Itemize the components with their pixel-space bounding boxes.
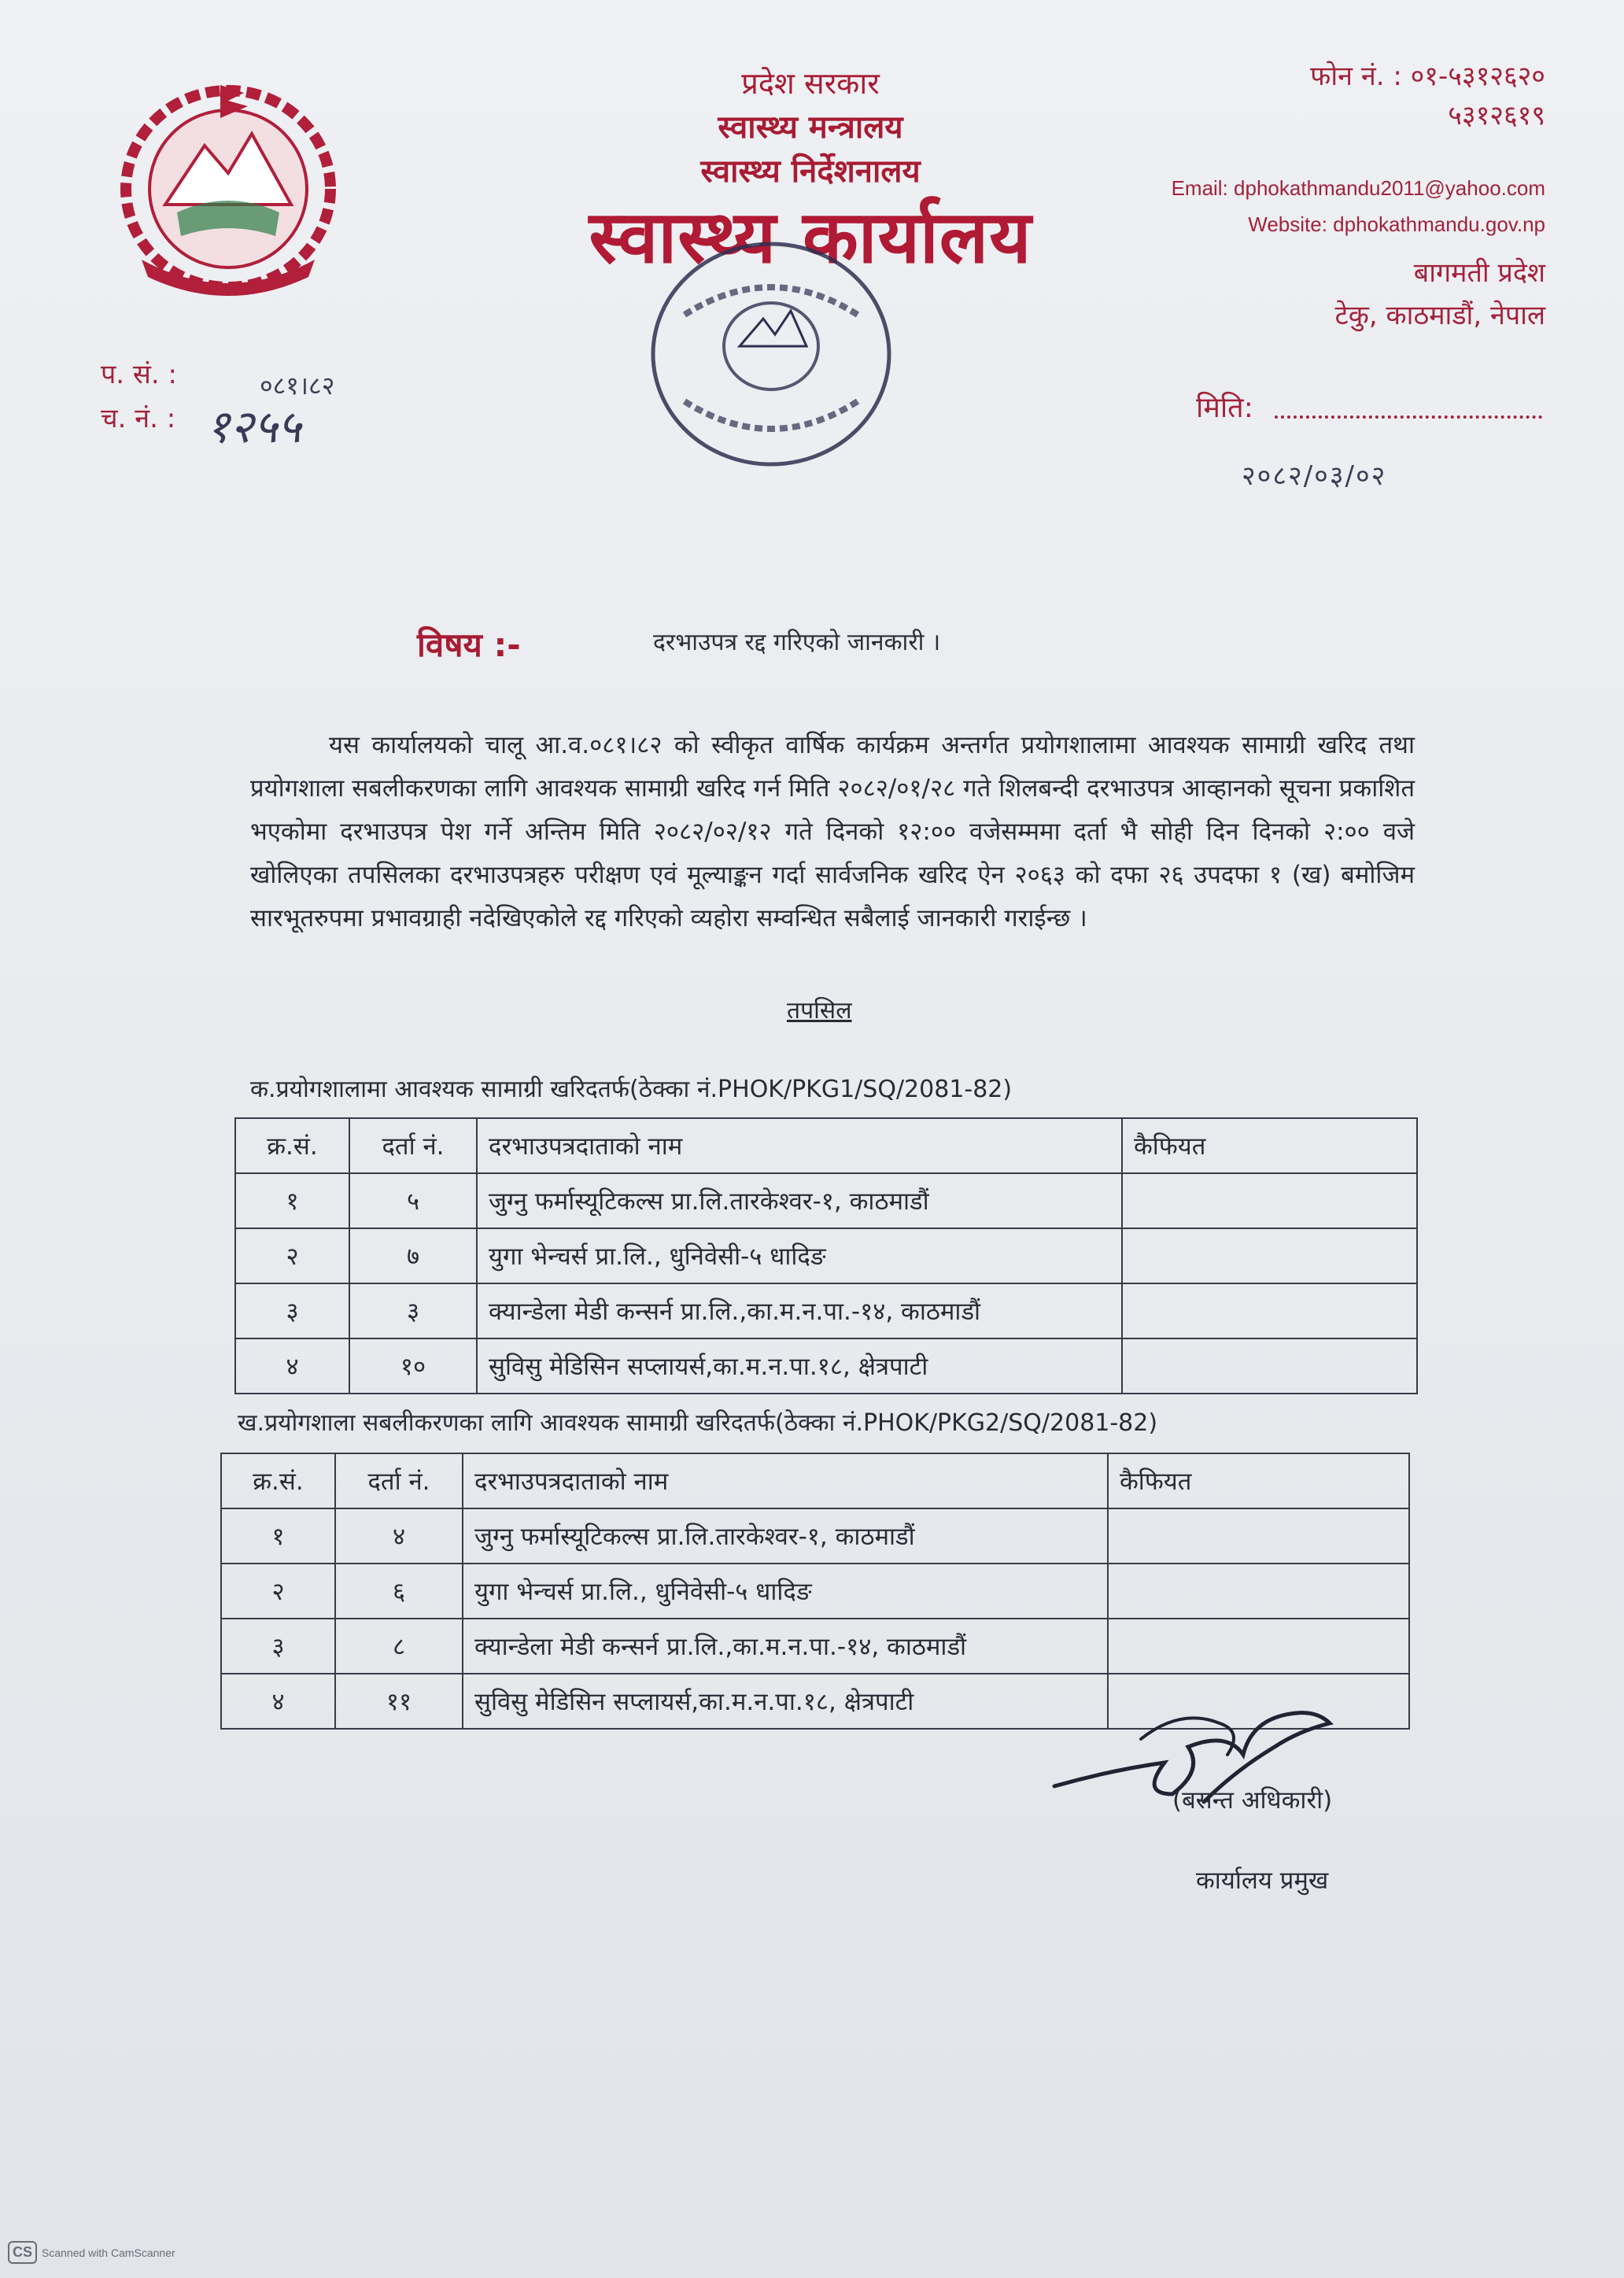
- phone-line2: ५३१२६१९: [1448, 100, 1545, 131]
- date-label: मिति:: [1196, 392, 1253, 424]
- contact-block: [1057, 57, 1545, 337]
- nepal-emblem-icon: [102, 71, 354, 307]
- table-row: [221, 1508, 1409, 1564]
- cell-name: क्यान्डेला मेडी कन्सर्न प्रा.लि.,का.म.न.पा.-१४, काठमाडौं: [463, 1619, 1108, 1674]
- cell-reg: ४: [335, 1508, 463, 1564]
- col-sn-header: क्र.सं.: [221, 1453, 335, 1508]
- cell-name: युगा भेन्चर्स प्रा.लि., धुनिवेसी-५ धादिङ: [463, 1564, 1108, 1619]
- cell-sn: २: [235, 1228, 349, 1283]
- cell-reg: ५: [349, 1173, 477, 1228]
- scanner-watermark: [8, 2241, 175, 2264]
- letterhead-directorate: स्वास्थ्य निर्देशनालय: [700, 153, 921, 190]
- cell-sn: १: [221, 1508, 335, 1564]
- office-stamp-icon: [629, 228, 913, 480]
- col-reg-header: दर्ता नं.: [335, 1453, 463, 1508]
- subject-label: विषय :-: [417, 626, 521, 664]
- table-header-row: [235, 1118, 1417, 1173]
- cell-name: सुविसु मेडिसिन सप्लायर्स,का.म.न.पा.१८, क्षेत्रपाटी: [477, 1338, 1122, 1394]
- col-name-header: दरभाउपत्रदाताको नाम: [463, 1453, 1108, 1508]
- cell-remark: [1122, 1338, 1417, 1394]
- province-text: बागमती प्रदेश: [1413, 257, 1545, 289]
- ps-label: प. सं. :: [101, 359, 177, 390]
- col-remark-header: कैफियत: [1122, 1118, 1417, 1173]
- cell-remark: [1122, 1228, 1417, 1283]
- cell-reg: ११: [335, 1674, 463, 1729]
- cell-sn: ४: [235, 1338, 349, 1394]
- table2-title: ख.प्रयोगशाला सबलीकरणका लागि आवश्यक सामाग्री खरिदतर्फ(ठेक्का नं.PHOK/PKG2/SQ/2081-82): [238, 1409, 1158, 1437]
- cell-name: जुग्नु फर्मास्यूटिकल्स प्रा.लि.तारकेश्वर-१, काठमाडौं: [477, 1173, 1122, 1228]
- cell-sn: २: [221, 1564, 335, 1619]
- bidders-table-1: [234, 1117, 1418, 1394]
- cell-reg: ३: [349, 1283, 477, 1338]
- table-row: [235, 1283, 1417, 1338]
- cell-name: क्यान्डेला मेडी कन्सर्न प्रा.लि.,का.म.न.पा.-१४, काठमाडौं: [477, 1283, 1122, 1338]
- cell-remark: [1108, 1619, 1409, 1674]
- table-row: [235, 1338, 1417, 1394]
- cn-value: १२५५: [206, 400, 301, 453]
- letterhead-line1: प्रदेश सरकार: [741, 66, 880, 101]
- cell-remark: [1108, 1508, 1409, 1564]
- cell-sn: ३: [235, 1283, 349, 1338]
- reference-labels: [101, 353, 177, 441]
- cell-name: सुविसु मेडिसिन सप्लायर्स,का.म.न.पा.१८, क्षेत्रपाटी: [463, 1674, 1108, 1729]
- phone-line1: फोन नं. : ०१-५३१२६२०: [1310, 61, 1545, 92]
- table-row: [221, 1564, 1409, 1619]
- letterhead-office-name: स्वास्थ्य कार्यालय: [589, 194, 1032, 279]
- body-paragraph: यस कार्यालयको चालू आ.व.०८१।८२ को स्वीकृत वार्षिक कार्यक्रम अन्तर्गत प्रयोगशालामा आवश्यक सामाग्री खरिद तथा प्रयोगशाला सबलीकरणका लागि आवश्यक सामाग्री खरिद गर्न मिति २०८२/०१/२८ गते शिलबन्दी दरभाउपत्र आव्हानको सूचना प्रकाशित भएकोमा दरभाउपत्र पेश गर्ने अन्तिम मिति २०८२/०२/१२ गते दिनको १२:०० वजेसम्ममा दर्ता भै सोही दिन दिनको २:०० वजे खोलिएका तपसिलका दरभाउपत्रहरु परीक्षण एवं मूल्याङ्कन गर्दा सार्वजनिक खरिद ऐन २०६३ को दफा २६ उपदफा १ (ख) बमोजिम सारभूतरुपमा प्रभावग्राही नदेखिएकोले रद्द गरिएको व्यहोरा सम्वन्धित सबैलाई जानकारी गराईन्छ ।: [250, 731, 1415, 932]
- table-row: [235, 1228, 1417, 1283]
- col-sn-header: क्र.सं.: [235, 1118, 349, 1173]
- cell-remark: [1108, 1564, 1409, 1619]
- cell-name: युगा भेन्चर्स प्रा.लि., धुनिवेसी-५ धादिङ: [477, 1228, 1122, 1283]
- col-remark-header: कैफियत: [1108, 1453, 1409, 1508]
- subject-text: दरभाउपत्र रद्द गरिएको जानकारी ।: [653, 629, 941, 656]
- cell-sn: ४: [221, 1674, 335, 1729]
- letterhead-ministry: स्वास्थ्य मन्त्रालय: [718, 109, 903, 146]
- website-text: Website: dphokathmandu.gov.np: [1248, 212, 1545, 236]
- date-value: २०८२/०३/०२: [1242, 460, 1387, 492]
- col-reg-header: दर्ता नं.: [349, 1118, 477, 1173]
- cell-reg: १०: [349, 1338, 477, 1394]
- cell-remark: [1122, 1173, 1417, 1228]
- date-dotted-line: [1275, 393, 1542, 419]
- table-header-row: [221, 1453, 1409, 1508]
- signatory-designation: कार्यालय प्रमुख: [1196, 1866, 1329, 1895]
- cell-reg: ८: [335, 1619, 463, 1674]
- email-text: Email: dphokathmandu2011@yahoo.com: [1171, 176, 1545, 200]
- cell-sn: ३: [221, 1619, 335, 1674]
- cell-remark: [1122, 1283, 1417, 1338]
- tapasil-heading: तपसिल: [787, 997, 852, 1025]
- cell-reg: ६: [335, 1564, 463, 1619]
- address-text: टेकु, काठमाडौं, नेपाल: [1334, 300, 1545, 331]
- camscanner-logo-icon: CS: [8, 2241, 37, 2264]
- scanner-text: Scanned with CamScanner: [42, 2247, 175, 2259]
- cell-name: जुग्नु फर्मास्यूटिकल्स प्रा.लि.तारकेश्वर-१, काठमाडौं: [463, 1508, 1108, 1564]
- cn-label: च. नं. :: [101, 403, 176, 434]
- cell-sn: १: [235, 1173, 349, 1228]
- ps-value: ०८१।८२: [260, 371, 335, 401]
- signatory-name: (बसन्त अधिकारी): [1172, 1786, 1333, 1815]
- table-row: [221, 1619, 1409, 1674]
- table1-title: क.प्रयोगशालामा आवश्यक सामाग्री खरिदतर्फ(ठेक्का नं.PHOK/PKG1/SQ/2081-82): [250, 1076, 1013, 1103]
- table-row: [235, 1173, 1417, 1228]
- cell-reg: ७: [349, 1228, 477, 1283]
- col-name-header: दरभाउपत्रदाताको नाम: [477, 1118, 1122, 1173]
